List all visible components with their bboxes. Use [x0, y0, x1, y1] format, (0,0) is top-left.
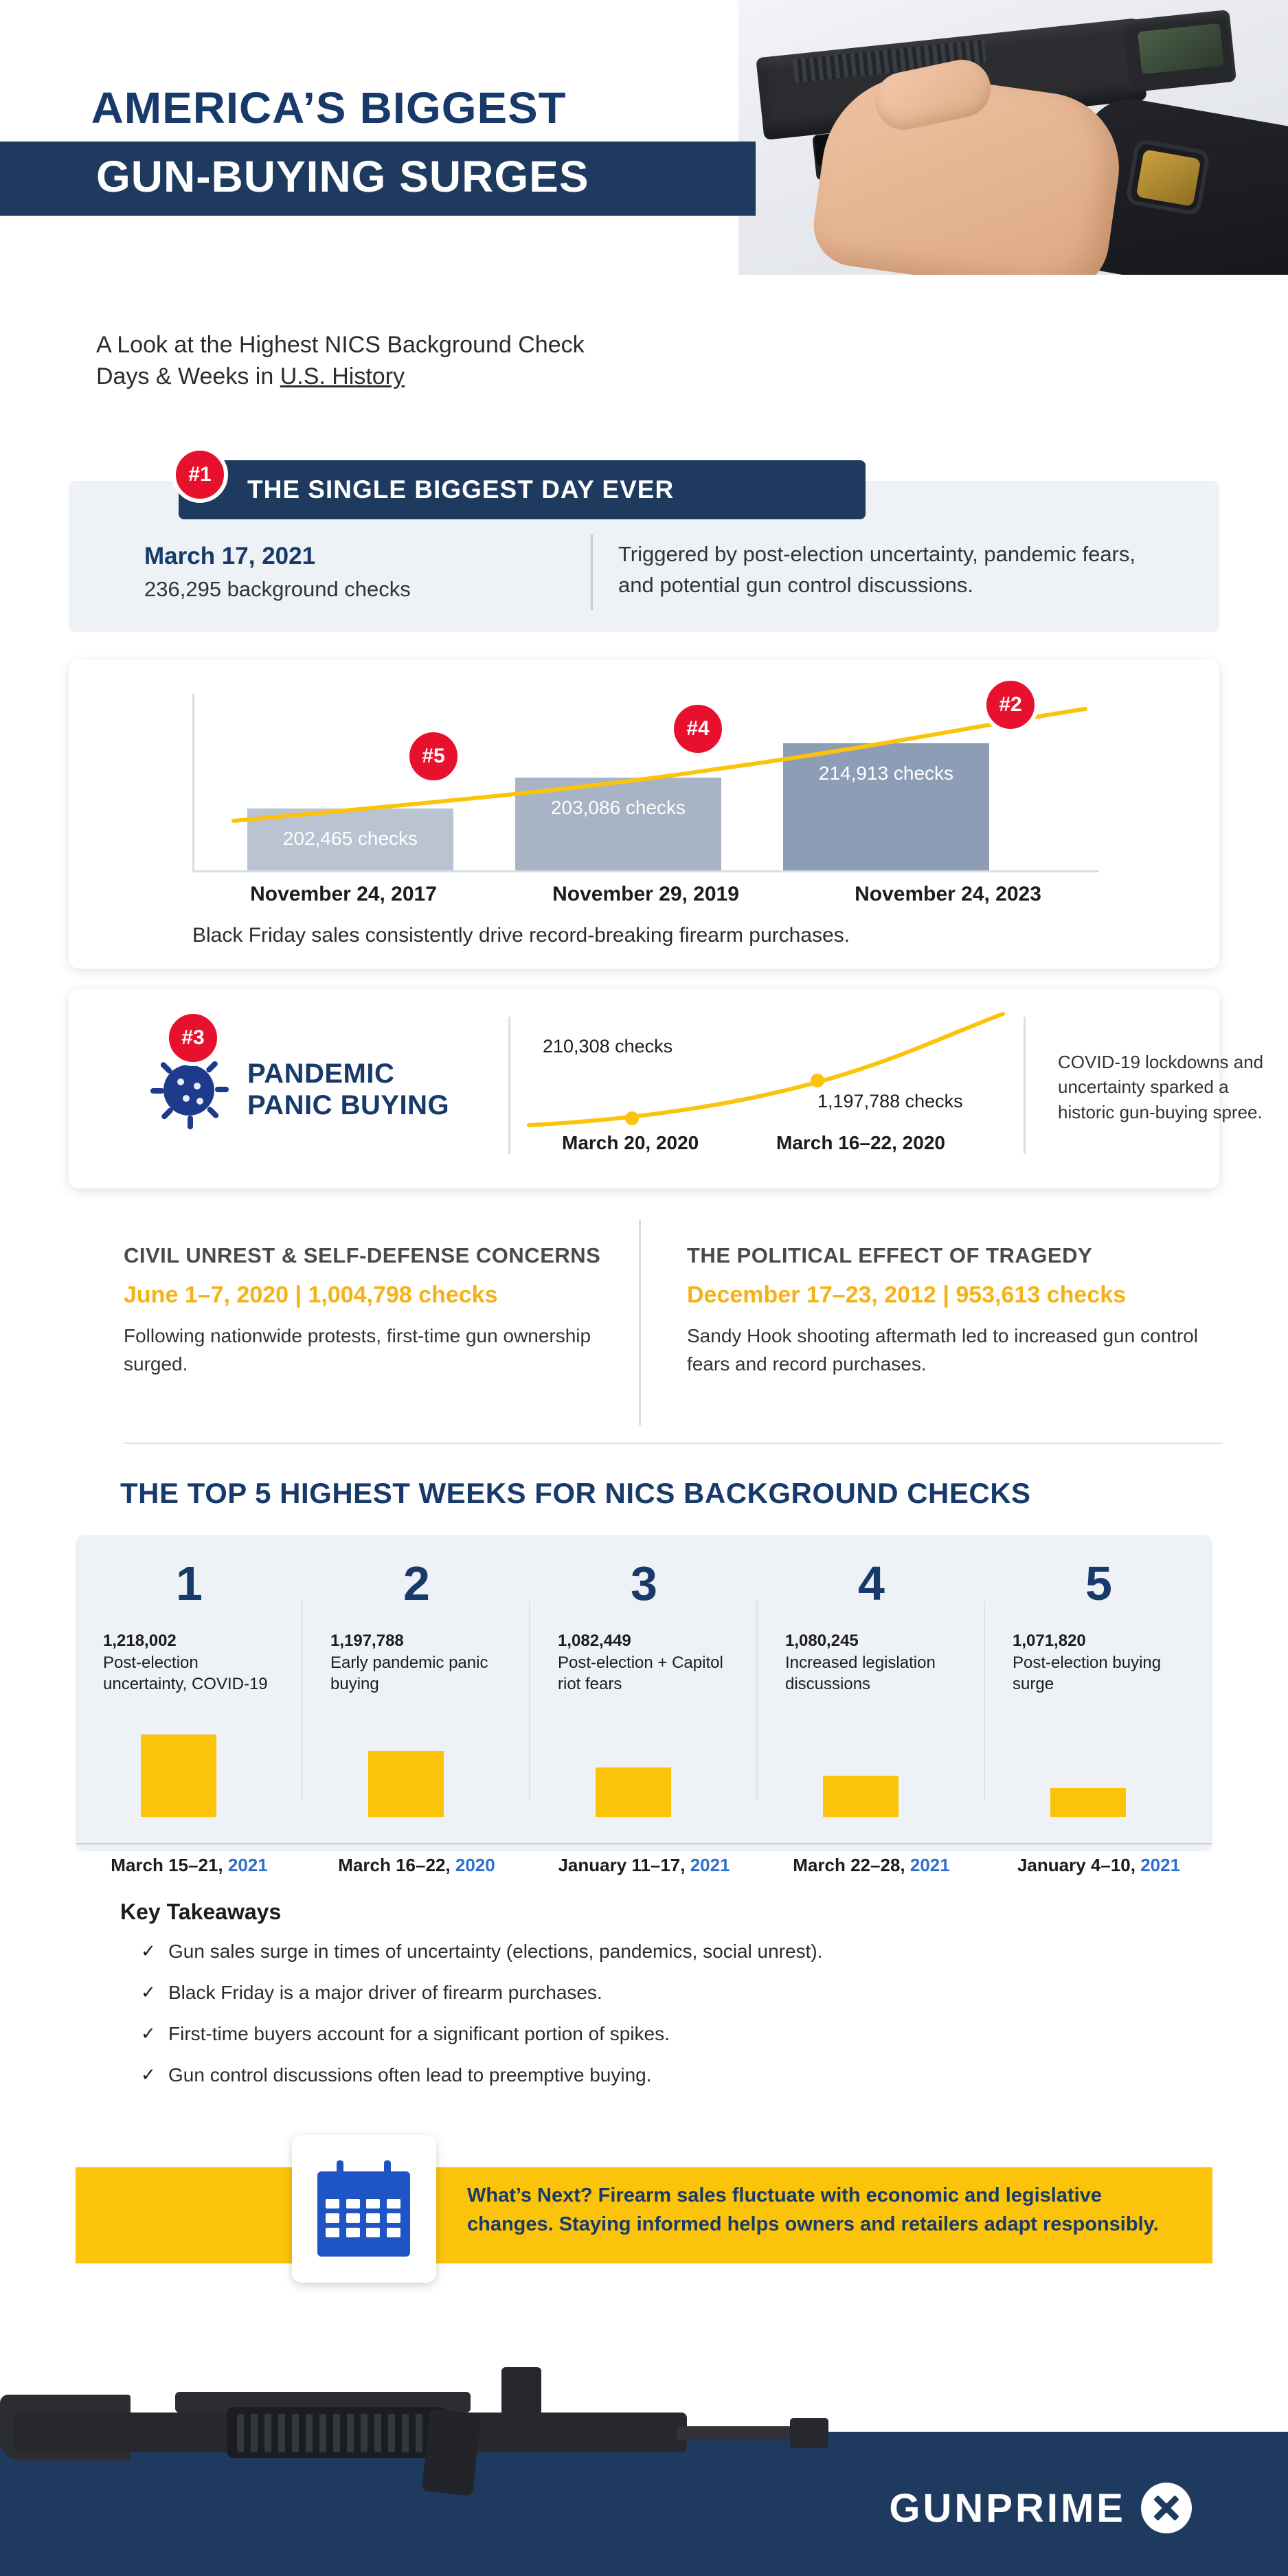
rank-badge-5: #5 — [405, 728, 462, 784]
top5-item-1 — [76, 1535, 303, 1851]
top5-item-4 — [758, 1535, 985, 1851]
top5-date-year: 2021 — [690, 1855, 730, 1875]
optic-lens — [1138, 23, 1224, 74]
top5-item-2 — [303, 1535, 530, 1851]
top5-date-5 — [985, 1855, 1212, 1876]
civil-unrest-highlight: June 1–7, 2020 | 1,004,798 checks — [124, 1282, 498, 1308]
top5-date-main: January 4–10, — [1017, 1855, 1141, 1875]
top5-date-2 — [303, 1855, 530, 1876]
pandemic-description: COVID-19 lockdowns and uncertainty sparked a historic gun-buying spree. — [1058, 1052, 1264, 1122]
rank-badge-2: #2 — [982, 677, 1039, 733]
pandemic-title-line1: PANDEMIC — [247, 1059, 395, 1089]
list-item — [141, 2064, 1171, 2086]
rifle-illustration — [0, 2287, 824, 2494]
subtitle-line-2-plain: Days & Weeks in — [96, 363, 280, 389]
rifle-front-sight — [501, 2367, 541, 2418]
civil-unrest-heading: CIVIL UNREST & SELF-DEFENSE CONCERNS — [124, 1243, 601, 1267]
check-icon: ✓ — [141, 2064, 156, 2085]
brand-name: GUNPRIME — [889, 2485, 1126, 2531]
rank-badge-3: #3 — [165, 1010, 221, 1066]
rifle-magazine — [422, 2408, 481, 2496]
political-tragedy-heading: THE POLITICAL EFFECT OF TRAGEDY — [687, 1243, 1093, 1267]
top5-bar — [596, 1767, 671, 1817]
trend-line — [192, 694, 1099, 872]
brand-logo — [889, 2483, 1192, 2533]
check-icon: ✓ — [141, 1982, 156, 2002]
pandemic-point1-label: 210,308 checks — [543, 1036, 673, 1057]
top5-item-3 — [530, 1535, 758, 1851]
title-block — [0, 82, 701, 216]
subtitle-line-2 — [96, 361, 783, 393]
biggest-day-panel — [69, 463, 1219, 632]
top5-date-1 — [76, 1855, 303, 1876]
top5-rank: 1 — [176, 1557, 203, 1610]
top5-date-4 — [758, 1855, 985, 1876]
bf-date-1: November 24, 2017 — [250, 883, 437, 905]
pandemic-point2-date: March 16–22, 2020 — [776, 1132, 945, 1153]
pandemic-title-line2: PANIC BUYING — [247, 1090, 450, 1120]
top5-desc: Post-election uncertainty, COVID-19 — [103, 1653, 268, 1694]
hero-handgun-photo — [738, 0, 1288, 275]
top5-bar — [141, 1735, 216, 1817]
rifle-muzzle-device — [790, 2418, 828, 2448]
rifle-handguard-ribs — [237, 2414, 436, 2452]
top5-desc: Early pandemic panic buying — [330, 1653, 488, 1694]
divider — [508, 1017, 510, 1154]
list-item — [141, 1982, 1171, 2004]
check-icon: ✓ — [141, 2023, 156, 2044]
political-tragedy-column — [687, 1243, 1223, 1378]
bar-2019-label: 203,086 checks — [550, 797, 686, 818]
page-subtitle — [96, 330, 783, 393]
black-friday-panel — [69, 659, 1219, 969]
top5-date-year: 2021 — [227, 1855, 268, 1875]
top5-count: 1,080,245 — [785, 1631, 859, 1650]
top5-bar — [368, 1751, 444, 1817]
subtitle-line-1: A Look at the Highest NICS Background Check — [96, 332, 585, 358]
top5-date-main: March 16–22, — [338, 1855, 455, 1875]
top5-date-main: March 22–28, — [793, 1855, 910, 1875]
cta-text: What’s Next? Firearm sales fluctuate with economic and legislative changes. Staying informed helps owners and retailers adapt responsibly. — [467, 2184, 1159, 2236]
top5-desc: Increased legislation discussions — [785, 1653, 936, 1694]
divider — [124, 1443, 1223, 1444]
bf-date-3: November 24, 2023 — [855, 883, 1041, 905]
rank-badge-1: #1 — [172, 447, 228, 503]
top5-panel — [76, 1535, 1212, 1851]
key-takeaways-list — [141, 1941, 1171, 2105]
biggest-day-tab-label: THE SINGLE BIGGEST DAY EVER — [247, 475, 675, 504]
list-item-label: Gun sales surge in times of uncertainty (elections, pandemics, social unrest). — [168, 1941, 823, 1962]
pandemic-point1-date: March 20, 2020 — [562, 1132, 699, 1153]
bar-2017-label: 202,465 checks — [282, 828, 418, 849]
divider — [639, 1219, 641, 1425]
top5-heading: THE TOP 5 HIGHEST WEEKS FOR NICS BACKGROUND CHECKS — [120, 1477, 1031, 1509]
page-title-line1: AMERICA’S BIGGEST — [91, 83, 567, 133]
top5-date-3 — [530, 1855, 758, 1876]
top5-date-year: 2020 — [455, 1855, 495, 1875]
top5-axis — [76, 1843, 1212, 1844]
list-item-label: Black Friday is a major driver of firearm purchases. — [168, 1982, 602, 2003]
subtitle-line-2-underlined: U.S. History — [280, 363, 405, 389]
list-item-label: First-time buyers account for a significant portion of spikes. — [168, 2023, 670, 2044]
top5-rank: 2 — [403, 1557, 430, 1610]
black-friday-note: Black Friday sales consistently drive record-breaking firearm purchases. — [192, 924, 850, 947]
top5-count: 1,197,788 — [330, 1631, 404, 1650]
page-title-line2: GUN-BUYING SURGES — [0, 142, 756, 216]
bf-date-2: November 29, 2019 — [552, 883, 739, 905]
top5-desc: Post-election + Capitol riot fears — [558, 1653, 723, 1694]
pandemic-point2-label: 1,197,788 checks — [817, 1091, 963, 1111]
political-tragedy-body: Sandy Hook shooting aftermath led to increased gun control fears and record purchases. — [687, 1325, 1199, 1375]
calendar-header — [317, 2171, 410, 2191]
top5-count: 1,082,449 — [558, 1631, 631, 1650]
top5-bar — [1050, 1788, 1126, 1817]
check-icon: ✓ — [141, 1941, 156, 1961]
pandemic-panel — [69, 989, 1264, 1188]
biggest-day-checks: 236,295 background checks — [144, 577, 411, 601]
top5-count: 1,218,002 — [103, 1631, 177, 1650]
top5-rank: 3 — [631, 1557, 657, 1610]
biggest-day-tab — [179, 460, 866, 519]
top5-count: 1,071,820 — [1013, 1631, 1086, 1650]
top5-rank: 5 — [1085, 1557, 1112, 1610]
key-takeaways-heading: Key Takeaways — [120, 1899, 282, 1924]
civil-unrest-column — [124, 1243, 632, 1378]
biggest-day-date: March 17, 2021 — [144, 543, 316, 569]
top5-bar — [823, 1776, 899, 1817]
biggest-day-description: Triggered by post-election uncertainty, pandemic fears, and potential gun control discussions. — [618, 542, 1136, 597]
pandemic-title — [247, 1058, 449, 1121]
civil-unrest-body: Following nationwide protests, first-time gun ownership surged. — [124, 1325, 591, 1375]
list-item-label: Gun control discussions often lead to preemptive buying. — [168, 2064, 652, 2086]
list-item — [141, 2023, 1171, 2045]
watch-face — [1136, 149, 1201, 207]
top5-rank: 4 — [858, 1557, 885, 1610]
calendar-icon — [317, 2160, 410, 2257]
divider — [591, 534, 593, 610]
political-tragedy-highlight: December 17–23, 2012 | 953,613 checks — [687, 1282, 1127, 1308]
top5-date-main: January 11–17, — [558, 1855, 690, 1875]
rank-badge-4: #4 — [670, 701, 726, 757]
list-item — [141, 1941, 1171, 1963]
bar-2023-label: 214,913 checks — [818, 762, 954, 784]
black-friday-dates — [192, 883, 1099, 906]
top5-date-year: 2021 — [909, 1855, 950, 1875]
brand-mark-icon — [1141, 2483, 1192, 2533]
top5-date-year: 2021 — [1140, 1855, 1181, 1875]
top5-desc: Post-election buying surge — [1013, 1653, 1162, 1694]
calendar-grid — [326, 2199, 402, 2237]
pandemic-line-chart — [522, 1010, 1030, 1147]
top5-date-main: March 15–21, — [111, 1855, 228, 1875]
top5-item-5 — [985, 1535, 1212, 1851]
black-friday-chart — [192, 694, 1099, 872]
top5-dates — [76, 1855, 1212, 1876]
